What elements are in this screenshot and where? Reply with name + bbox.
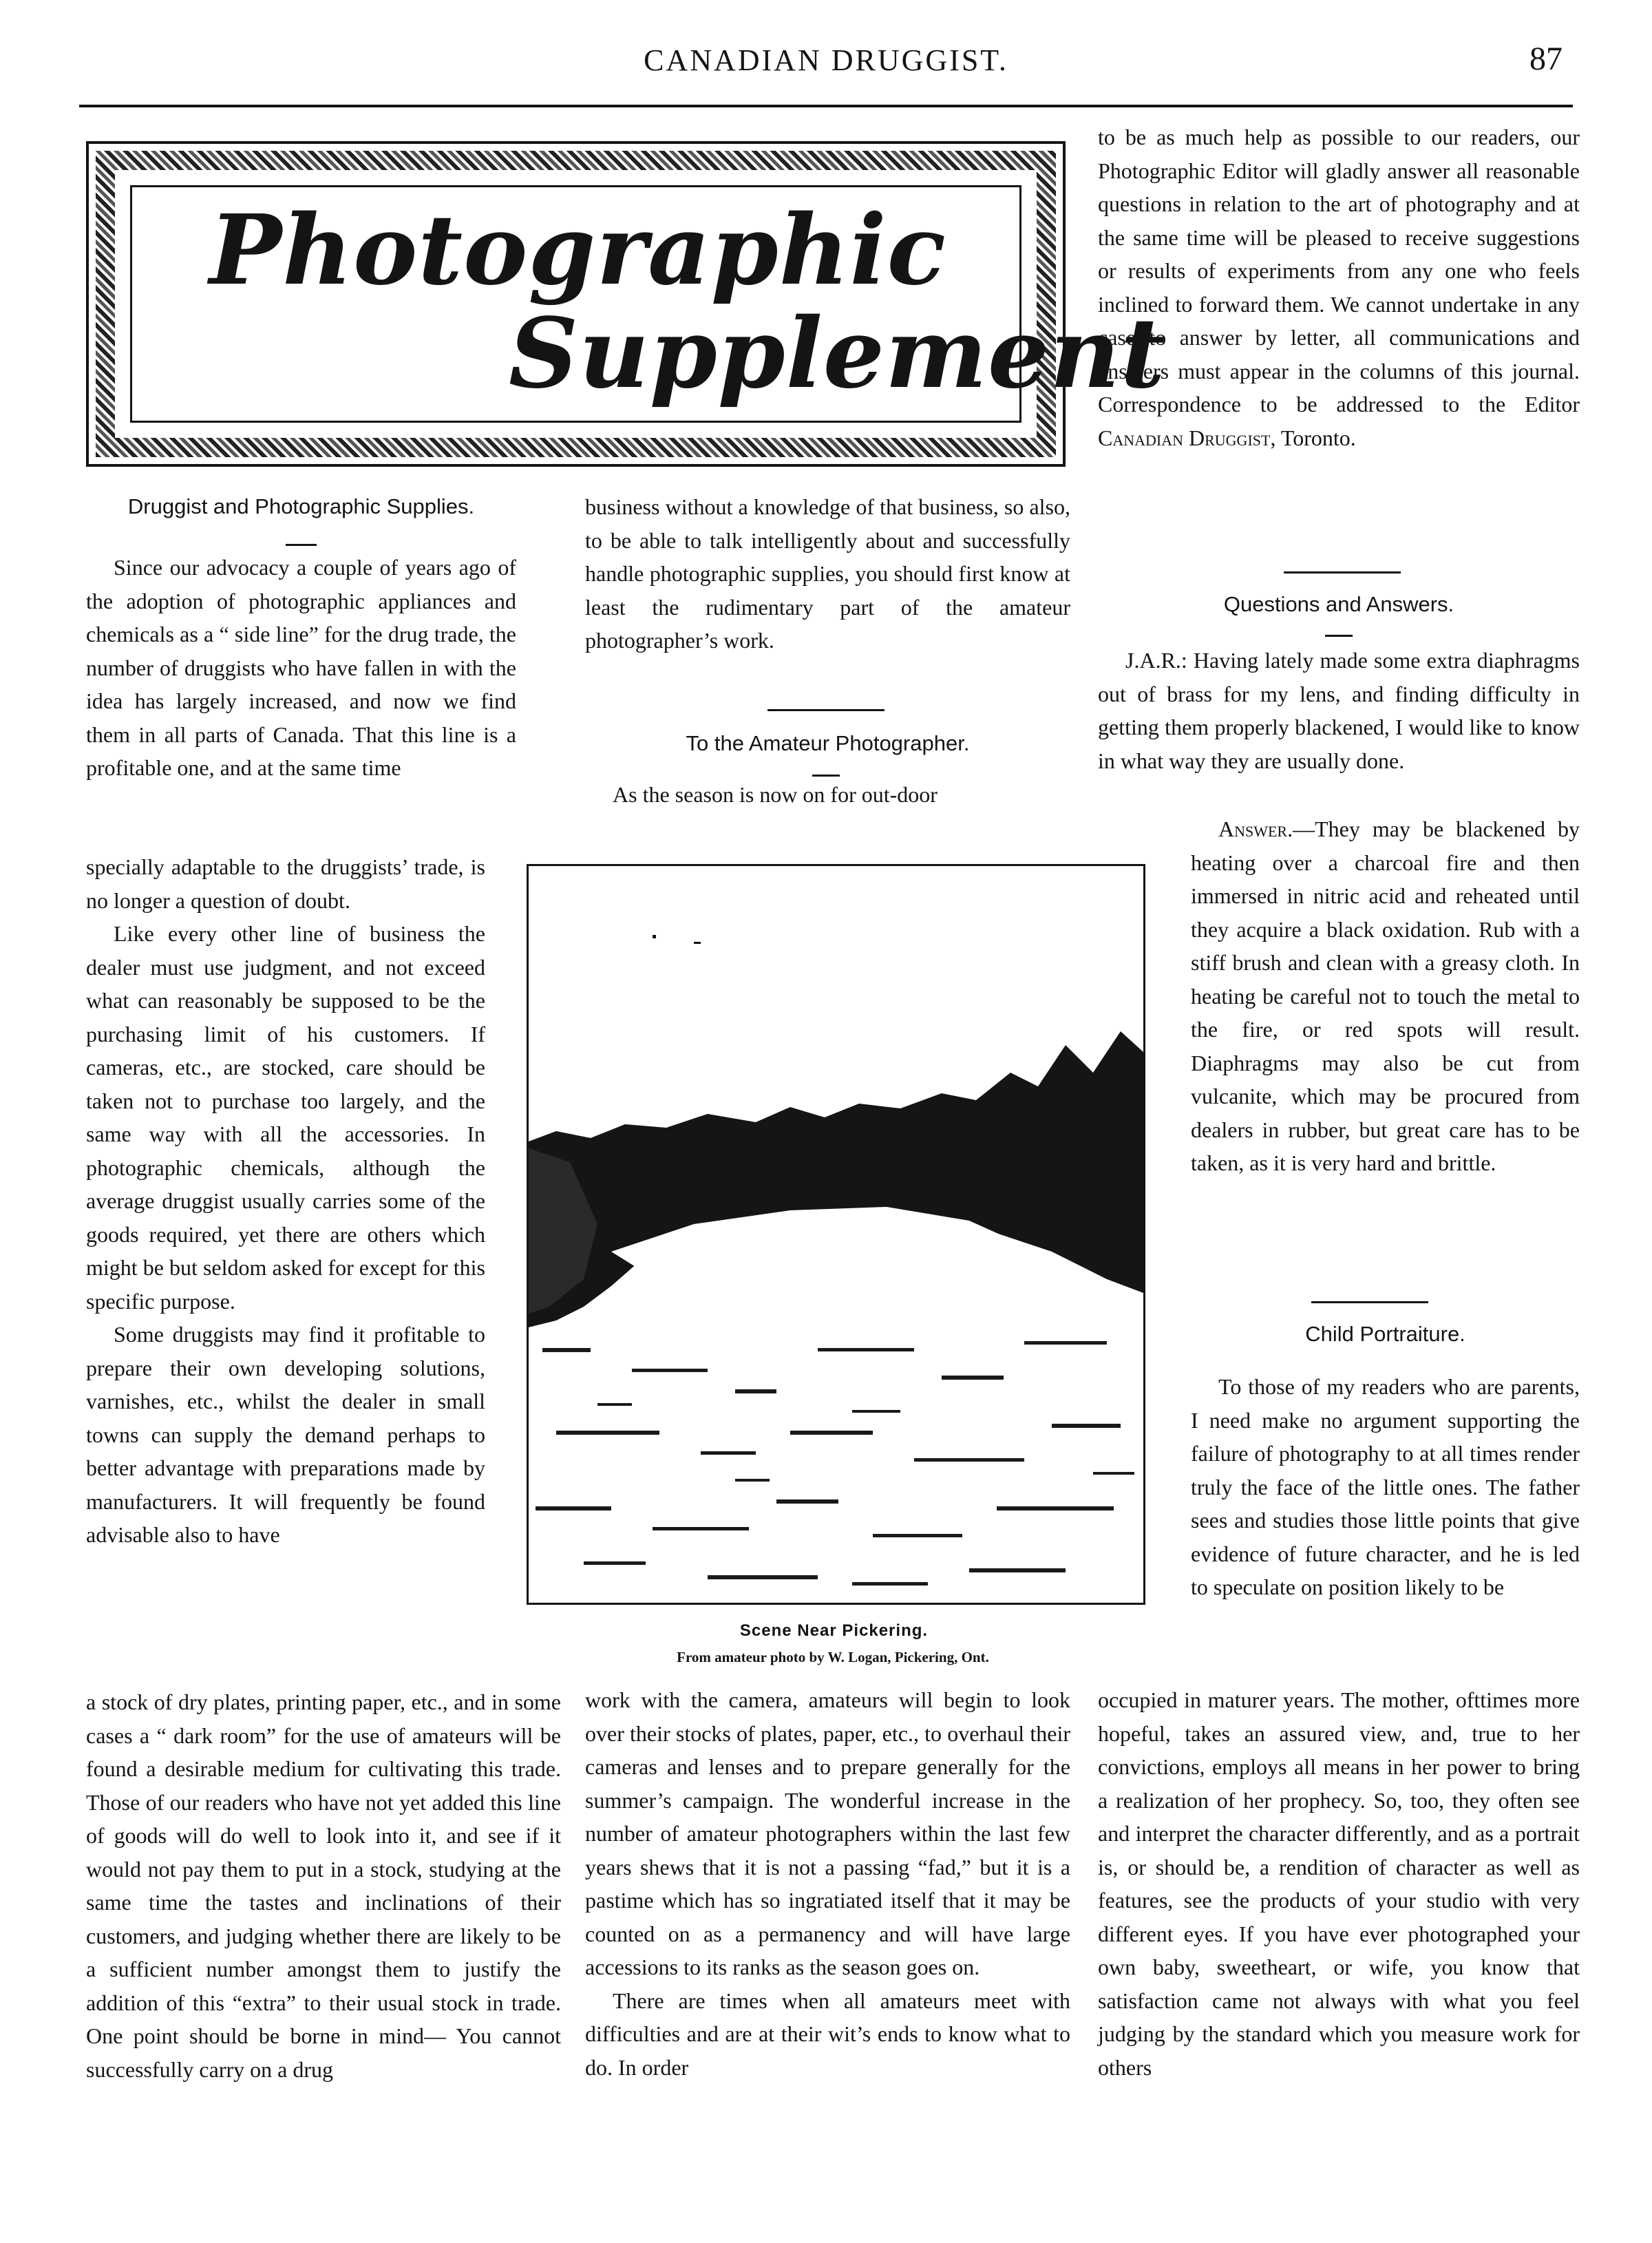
heading-dash [286, 544, 317, 546]
paragraph: Like every other line of business the dealer must use judgment, and not exceed what can reasonably be supposed to be the purchasing limit of his customers. If cameras, etc., are stocked, care should be taken not to purchase too largely, and the same way with all the accessories. In photographic chemicals, although the average druggist usually carries some of the goods required, yet there are others which might be but seldom asked for except for this specific purpose. [86, 921, 485, 1314]
article-amateur-body [585, 1683, 1070, 2084]
landscape-photo [527, 864, 1145, 1605]
figure-caption: Scene Near Pickering. [739, 1621, 929, 1640]
paragraph: occupied in maturer years. The mother, ofttimes more hopeful, takes an assured view, and, true to her convictions, employs all means in her power to bring a realization of her prophecy. So, too, they often see and interpret the character differently, and as a portrait is, or should be, a rendition of character as well as features, see the products of your studio with very different eyes. If you have ever photographed your own baby, sweetheart, or wife, you know that satisfaction came not always with what you feel judging by the standard which you measure work for others [1098, 1687, 1580, 2080]
paragraph [1191, 812, 1580, 1180]
running-title: CANADIAN DRUGGIST. [644, 43, 1008, 77]
article-druggist-col2 [585, 490, 1070, 657]
answer-body: —They may be blackened by heating over a charcoal fire and then immersed in nitric acid and reheated until they acquire a black oxidation. Rub with a stiff brush and clean with a greasy cloth. In heating be careful not to touch the metal to the fire, or red spots will result. Diaphragms may also be cut from vulcanite, which may be procured from dealers in rubber, but great care has to be taken, as it is very hard and brittle. [1191, 817, 1580, 1175]
city-name: , Toronto. [1270, 425, 1356, 450]
paragraph: business without a knowledge of that business, so also, to be able to talk intelligently about and successfully handle photographic supplies, you should first know at least the rudimentary part of the amateur photographer’s work. [585, 494, 1070, 653]
header-rule [79, 105, 1573, 107]
editor-note-text: to be as much help as possible to our readers, our Photographic Editor will gladly answer all reasonable questions in relation to the art of photography and at the same time will be pleased to receive suggestions or results of experiments from any one who feels inclined to forward them. We cannot undertake in any case to answer by letter, all communications and answers must appear in the columns of this journal. Correspondence to be addressed to the Editor [1098, 125, 1580, 417]
article-child-intro [1191, 1370, 1580, 1604]
paragraph: a stock of dry plates, printing paper, etc., and in some cases a “ dark room” for the use of amateurs will be found a desirable medium for cultivating this trade. Those of our readers who have not yet added this line of goods will do well to look into it, and see if it would not pay them to put in a stock, studying at the same time the tastes and inclinations of their customers, and judging whether there are likely to be a sufficient number amongst them to justify the addition of this “extra” to their usual stock in trade. One point should be borne in mind— You cannot successfully carry on a drug [86, 1689, 561, 2082]
section-rule [1311, 1301, 1428, 1303]
page-number: 87 [1529, 41, 1563, 77]
article-heading-druggist: Druggist and Photographic Supplies. [127, 494, 475, 518]
answer-text [1191, 812, 1580, 1180]
article-heading-amateur: To the Amateur Photographer. [686, 731, 970, 755]
supplement-banner [86, 141, 1166, 467]
paragraph: There are times when all amateurs meet with difficulties and are at their wit’s ends to know what to do. In order [585, 1988, 1070, 2080]
paragraph: work with the camera, amateurs will begin to look over their stocks of plates, paper, etc., to overhaul their cameras and lenses and to prepare generally for the summer’s campaign. The wonderful increase in the number of amateur photographers within the last few years shews that it is not a passing “fad,” but it is a pastime which has so ingratiated itself that it may be counted on as a permanency and will have large accessions to its ranks as the season goes on. [585, 1687, 1070, 1979]
paragraph: Since our advocacy a couple of years ago of the adoption of photographic appliances and chemicals as a “ side line” for the drug trade, the number of druggists who have fallen in with the idea has largely increased, and now we find them in all parts of Canada. That this line is a profitable one, and at the same time [86, 555, 516, 780]
article-druggist-intro [86, 551, 516, 785]
paragraph: As the season is now on for out-door [613, 782, 938, 807]
article-amateur-col3 [1098, 120, 1580, 454]
paragraph: Some druggists may find it profitable to prepare their own developing solutions, varnishes, etc., whilst the dealer in small towns can supply the demand perhaps to better advantage with preparations made by manufacturers. It will frequently be found advisable also to have [86, 1322, 485, 1547]
section-rule [1284, 571, 1401, 573]
paragraph: specially adaptable to the druggists’ trade, is no longer a question of doubt. [86, 854, 485, 913]
section-rule [767, 709, 885, 711]
figure-credit: From amateur photo by W. Logan, Pickering, Ont. [677, 1649, 989, 1665]
heading-dash [1325, 635, 1353, 637]
paragraph: J.A.R.: Having lately made some extra diaphragms out of brass for my lens, and finding difficulty in getting them properly blackened, I would like to know in what way they are usually done. [1098, 648, 1580, 773]
article-druggist-continued [86, 1685, 561, 2086]
banner-title-line1: Photographic [209, 194, 946, 307]
heading-dash [812, 775, 840, 777]
question-text [1098, 644, 1580, 777]
scene-image [529, 866, 1143, 1603]
paragraph [1098, 120, 1580, 454]
answer-label: Answer. [1218, 817, 1293, 841]
article-druggist-body [86, 850, 485, 1552]
article-amateur-intro [585, 778, 1070, 812]
paragraph: To those of my readers who are parents, I need make no argument supporting the failure of photography to at all times render truly the face of the little ones. The father sees and studies those little points that give evidence of future character, and he is led to speculate on position likely to be [1191, 1374, 1580, 1599]
article-heading-questions: Questions and Answers. [1223, 592, 1454, 616]
article-child-body [1098, 1683, 1580, 2084]
journal-name: Canadian Druggist [1098, 425, 1271, 450]
article-heading-child: Child Portraiture. [1305, 1322, 1465, 1346]
banner-title-line2: Supplement [509, 297, 1166, 410]
